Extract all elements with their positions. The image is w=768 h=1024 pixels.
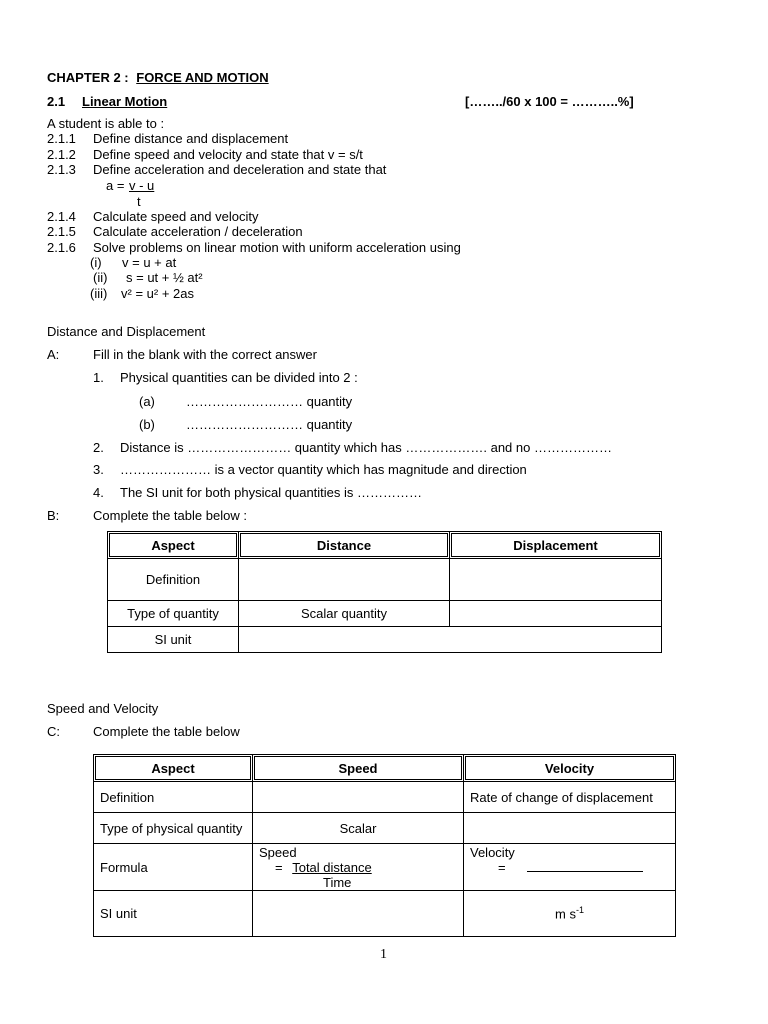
answer-cell-distance-definition[interactable] xyxy=(239,559,450,601)
formula-a-prefix: a = xyxy=(106,178,125,193)
objective-text: Solve problems on linear motion with uniform acceleration using xyxy=(93,240,461,255)
speed-numerator: Total distance xyxy=(292,860,372,875)
equation-text: v² = u² + 2as xyxy=(121,286,194,301)
objective-text: Define speed and velocity and state that v = s/t xyxy=(93,147,363,162)
part-c-label: C: xyxy=(47,724,60,739)
speed-denominator: Time xyxy=(323,875,352,890)
question-1-text: Physical quantities can be divided into 2 : xyxy=(120,370,358,385)
row-label-si-unit: SI unit xyxy=(94,891,253,937)
row-label-type: Type of physical quantity xyxy=(94,813,253,844)
table-header-displacement: Displacement xyxy=(450,532,662,559)
formula-a-numerator: v - u xyxy=(129,178,155,193)
chapter-title: FORCE AND MOTION xyxy=(136,70,269,85)
velocity-fraction-row xyxy=(470,860,669,875)
cell-velocity-definition: Rate of change of displacement xyxy=(464,782,676,813)
part-a-instruction: Fill in the blank with the correct answer xyxy=(93,347,317,362)
answer-cell-speed-si-unit[interactable] xyxy=(253,891,464,937)
chapter-prefix: CHAPTER 2 : xyxy=(47,70,129,85)
speed-heading: Speed and Velocity xyxy=(47,701,159,716)
row-label-definition: Definition xyxy=(94,782,253,813)
table-header-distance: Distance xyxy=(239,532,450,559)
velocity-si-base: m s xyxy=(555,906,576,922)
equation-text: s = ut + ½ at² xyxy=(126,270,203,285)
equation-num: (ii) xyxy=(93,270,108,285)
objective-num: 2.1.5 xyxy=(47,224,76,239)
equation-text: v = u + at xyxy=(122,255,177,270)
table-header-aspect: Aspect xyxy=(108,532,239,559)
cell-distance-type: Scalar quantity xyxy=(239,601,450,627)
objective-num: 2.1.3 xyxy=(47,162,76,177)
chapter-heading xyxy=(47,70,269,85)
score-box: [……../60 x 100 = ………..%] xyxy=(465,94,634,109)
objectives-intro: A student is able to : xyxy=(47,116,165,131)
speed-velocity-table xyxy=(93,754,676,937)
part-b-instruction: Complete the table below : xyxy=(93,508,247,523)
row-label-si-unit: SI unit xyxy=(108,627,239,653)
table-row xyxy=(108,601,662,627)
part-c-instruction: Complete the table below xyxy=(93,724,240,739)
answer-cell-displacement-type[interactable] xyxy=(450,601,662,627)
sub-question-a-text: ……………………… quantity xyxy=(186,394,353,409)
cell-velocity-formula xyxy=(464,844,676,891)
table-header-speed: Speed xyxy=(253,755,464,782)
row-label-formula: Formula xyxy=(94,844,253,891)
formula-a-denominator: t xyxy=(137,194,141,209)
table-header-aspect: Aspect xyxy=(94,755,253,782)
cell-speed-type: Scalar xyxy=(253,813,464,844)
table-header-row xyxy=(94,755,676,782)
table-header-velocity: Velocity xyxy=(464,755,676,782)
distance-heading: Distance and Displacement xyxy=(47,324,206,339)
table-row xyxy=(94,844,676,891)
equation-num: (i) xyxy=(90,255,102,270)
question-num: 1. xyxy=(93,370,104,385)
section-title: Linear Motion xyxy=(82,94,168,109)
question-num: 2. xyxy=(93,440,104,455)
objective-text: Calculate acceleration / deceleration xyxy=(93,224,303,239)
part-a-label: A: xyxy=(47,347,60,362)
table-row xyxy=(108,627,662,653)
speed-word: Speed xyxy=(259,845,297,860)
cell-speed-formula xyxy=(253,844,464,891)
speed-equals: = xyxy=(275,860,283,875)
question-num: 3. xyxy=(93,462,104,477)
velocity-word: Velocity xyxy=(470,845,515,860)
objective-num: 2.1.4 xyxy=(47,209,76,224)
question-4-text: The SI unit for both physical quantities is …………… xyxy=(120,485,423,500)
objective-text: Calculate speed and velocity xyxy=(93,209,259,224)
velocity-equals: = xyxy=(498,860,506,875)
table-row xyxy=(94,813,676,844)
question-num: 4. xyxy=(93,485,104,500)
answer-cell-displacement-definition[interactable] xyxy=(450,559,662,601)
row-label-type: Type of quantity xyxy=(108,601,239,627)
distance-displacement-table xyxy=(107,531,662,653)
question-2-text: Distance is …………………… quantity which has ………………. and no ……………… xyxy=(120,440,612,455)
part-b-label: B: xyxy=(47,508,60,523)
speed-fraction-row xyxy=(259,860,457,875)
velocity-answer-line[interactable] xyxy=(527,860,643,872)
cell-velocity-si-unit xyxy=(464,891,676,937)
equation-num: (iii) xyxy=(90,286,108,301)
sub-question-label: (b) xyxy=(139,417,155,432)
table-row xyxy=(94,782,676,813)
objective-num: 2.1.2 xyxy=(47,147,76,162)
question-3-text: ………………… is a vector quantity which has magnitude and direction xyxy=(120,462,527,477)
sub-question-label: (a) xyxy=(139,394,155,409)
velocity-si-exponent: -1 xyxy=(575,905,584,916)
table-header-row xyxy=(108,532,662,559)
answer-cell-speed-definition[interactable] xyxy=(253,782,464,813)
objective-num: 2.1.1 xyxy=(47,131,76,146)
sub-question-b-text: ……………………… quantity xyxy=(186,417,353,432)
objective-text: Define distance and displacement xyxy=(93,131,289,146)
objective-text: Define acceleration and deceleration and state that xyxy=(93,162,387,177)
answer-cell-si-unit[interactable] xyxy=(239,627,662,653)
page-number: 1 xyxy=(380,947,387,962)
row-label-definition: Definition xyxy=(108,559,239,601)
section-number: 2.1 xyxy=(47,94,66,109)
table-row xyxy=(94,891,676,937)
answer-cell-velocity-type[interactable] xyxy=(464,813,676,844)
table-row xyxy=(108,559,662,601)
objective-num: 2.1.6 xyxy=(47,240,76,255)
